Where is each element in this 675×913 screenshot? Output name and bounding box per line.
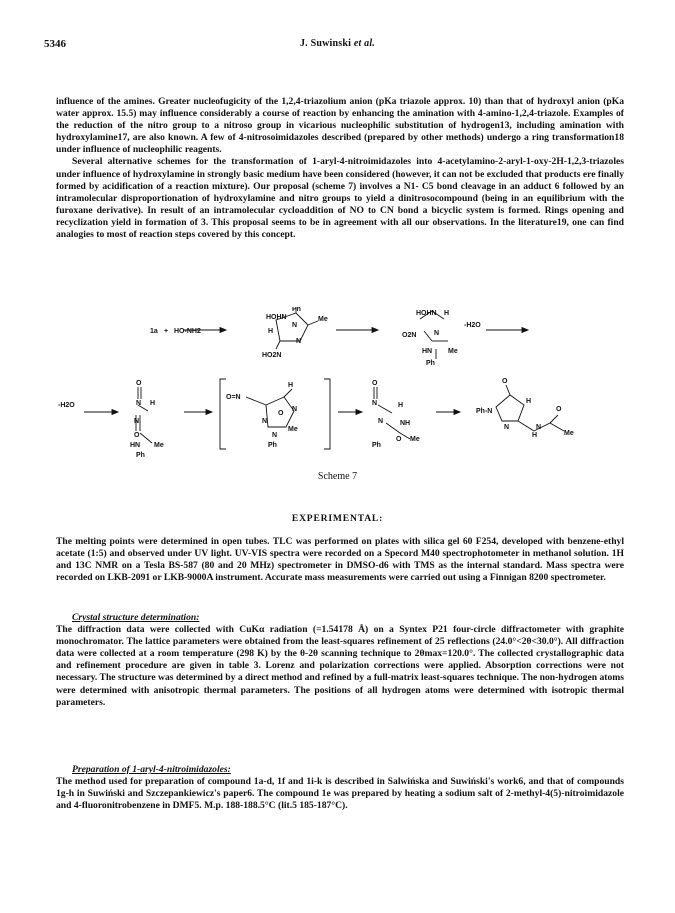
product-h: H	[526, 398, 532, 405]
reactant-hydroxylamine-label: HO-NH2	[174, 328, 201, 335]
scheme-caption: Scheme 7	[317, 471, 358, 482]
intermediate-o2: O	[396, 436, 402, 443]
bicyclic-n2: N	[262, 418, 268, 425]
scheme-7-diagram	[56, 307, 624, 467]
adduct-hohn: HOHN	[266, 314, 287, 321]
open-ph: Ph	[426, 360, 435, 367]
intermediate-o: O	[372, 380, 378, 387]
bicyclic-o-eq-n: O=N	[226, 394, 241, 401]
adduct-ho2n: HO2N	[262, 352, 282, 359]
intermediate-me: Me	[410, 436, 420, 443]
product-n2: N	[536, 424, 542, 431]
preparation-heading: Preparation of 1-aryl-4-nitroimidazoles:	[72, 764, 231, 775]
intro-text	[56, 96, 624, 241]
open-hohn: HOHN	[416, 310, 437, 317]
bicyclic-n1: N	[292, 406, 298, 413]
experimental-heading: EXPERIMENTAL:	[291, 513, 384, 524]
product-o2: O	[556, 406, 562, 413]
experimental-paragraph-1: The melting points were determined in open tubes. TLC was performed on plates with silica gel 60 F254, developed with benzene-ethyl acetate (1:5) and observed under UV light. UV-VIS spectra were recorded on a Specord M40 spectrophotometer in methanol solution. 1H and 13C NMR on a Tesla BS-587 (80 and 20 MHz) spectrometer in DMSO-d6 with TMS as the internal standard. Mass spectra were recorded on LKB-2091 or LKB-9000A instrument. Accurate mass measurements were carried out using a Finnigan 8200 spectrometer.	[56, 536, 624, 584]
preparation-text: The method used for preparation of compound 1a-d, 1f and 1i-k is described in Salwińska and Suwiński's work6, and that of compounds 1g-h in Suwiński and Szczepankiewicz's paper6. The compound 1e was prepared by heating a sodium salt of 2-methyl-4(5)-nitroimidazole and 4-fluoronitrobenzene in DMF5. M.p. 188-188.5°C (lit.5 185-187°C).	[56, 776, 624, 812]
open-hn: HN	[422, 348, 433, 355]
intermediate-ph: Ph	[372, 442, 381, 449]
dinitroso-hn: HN	[130, 442, 141, 449]
crystal-section	[56, 612, 624, 709]
adduct-h: H	[268, 328, 274, 335]
page-header	[0, 38, 675, 54]
bicyclic-o: O	[278, 410, 284, 417]
dinitroso-o2: O	[134, 432, 140, 439]
bicyclic-ph: Ph	[268, 442, 277, 449]
adduct-me: Me	[318, 316, 328, 323]
product-n: N	[504, 424, 510, 431]
intermediate-nh: NH	[400, 420, 411, 427]
dinitroso-ph: Ph	[136, 452, 145, 459]
crystal-text: The diffraction data were collected with CuKα radiation (=1.54178 Å) on a Syntex P21 four-circle diffractometer with graphite monochromator. The lattice parameters were obtained from the least-squares refinement of 25 reflections (24.0°<2θ<30.0°). All diffraction data were collected at a room temperature (298 K) by the θ-2θ scanning technique to 2θmax=120.0°. The collected crystallographic data and refinement procedure are given in table 3. Lorenz and polarization corrections were applied. Absorption corrections were not necessary. The structure was determined by a direct method and refined by a full-matrix least-squares technique. The non-hydrogen atoms were determined with anisotropic thermal parameters. The positions of all hydrogen atoms were determined with isotropic thermal parameters.	[56, 624, 624, 708]
adduct-ph: Ph	[292, 307, 301, 313]
bicyclic-h: H	[288, 382, 294, 389]
preparation-section	[56, 764, 624, 812]
running-title-etal: et al.	[353, 38, 376, 49]
reactant-1a: 1a	[150, 328, 158, 335]
open-n: N	[434, 330, 440, 337]
product-me: Me	[564, 430, 574, 437]
open-h: H	[444, 310, 450, 317]
product-o: O	[502, 378, 508, 385]
intro-paragraph-1: influence of the amines. Greater nucleofugicity of the 1,2,4-triazolium anion (pKa triazole approx. 10) than that of hydroxyl anion (pKa water approx. 15.5) may influence considerably a course of reaction by enhancing the amination with 4-amino-1,2,4-triazole. Examples of the reduction of the nitro group to a nitroso group in vicarious nucleophilic substitution of hydrogen13, including amination with hydroxylamine17, are also known. A few of 4-nitrosoimidazoles described (prepared by other methods) undergo a ring transformation18 under influence of nucleophilic reagents.	[56, 96, 624, 156]
page-number: 5346	[44, 38, 66, 50]
dinitroso-n2: N	[134, 418, 140, 425]
open-o2n: O2N	[402, 332, 417, 339]
bicyclic-n3: N	[272, 432, 278, 439]
intermediate-n1: N	[372, 400, 378, 407]
running-title-authors: J. Suwinski	[299, 38, 352, 49]
dinitroso-n1: N	[136, 400, 142, 407]
adduct-n1: N	[292, 322, 298, 329]
product-ph-n: Ph-N	[476, 408, 493, 415]
product-h2: H	[532, 432, 538, 439]
intro-paragraph-2: Several alternative schemes for the transformation of 1-aryl-4-nitroimidazoles into 4-acetylamino-2-aryl-1-oxy-2H-1,2,3-triazoles under influence of hydroxylamine in strongly basic medium have been considered (however, it can not be excluded that products ere finally formed by acidification of a reaction mixture). Our proposal (scheme 7) involves a N1- C5 bond cleavage in an adduct 6 followed by an intramolecular disproportionation of hydroxylamine and nitro groups to yield a dinitrosocompound (being in an equilibrium with the furoxane derivative). In result of an intramolecular cycloaddition of NO to CN bond a bicyclic system is formed. Rings opening and recyclization yield in formation of 3. This proposal seems to be in agreement with all our observations. In the literature19, one can find analogies to most of reaction steps covered by this concept.	[56, 156, 624, 241]
open-me: Me	[448, 348, 458, 355]
intermediate-n2: N	[378, 418, 384, 425]
running-title	[0, 38, 675, 49]
plus-sign: +	[164, 328, 169, 335]
step2-minus-h2o: -H2O	[58, 402, 75, 409]
step1-minus-h2o: -H2O	[464, 322, 481, 329]
crystal-heading: Crystal structure determination:	[72, 612, 200, 623]
intermediate-h: H	[398, 402, 404, 409]
dinitroso-me: Me	[154, 442, 164, 449]
bicyclic-me: Me	[288, 426, 298, 433]
dinitroso-h: H	[150, 400, 156, 407]
dinitroso-o: O	[136, 380, 142, 387]
adduct-n3: N	[296, 338, 302, 345]
